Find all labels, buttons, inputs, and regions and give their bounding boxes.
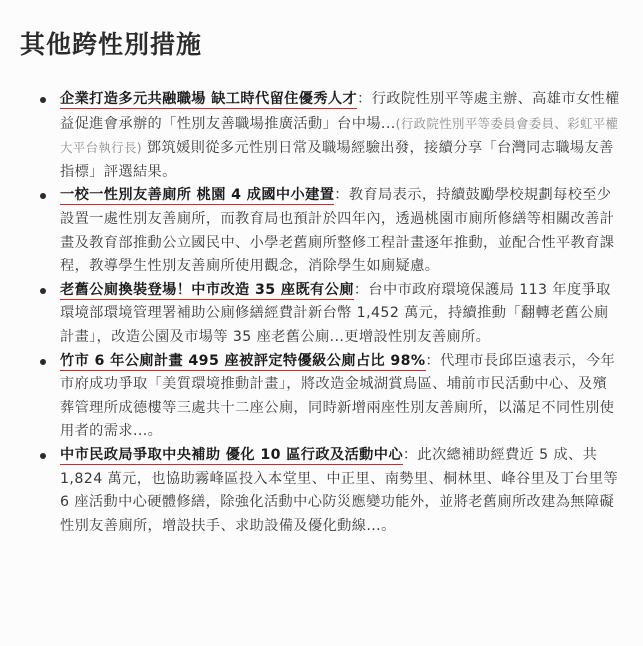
news-summary: 台中市政府環境保護局 113 年度爭取環境部環境管理署補助公廁修繕經費計新台幣 1,452 萬元，持續推動「翻轉老舊公廁計畫」，改造公園及市場等 35 座老舊公廁...更增設性別友善廁所。 [60,281,611,345]
news-headline-link[interactable]: 企業打造多元共融職場 缺工時代留住優秀人才 [60,91,358,107]
separator: ： [334,187,349,204]
list-item [60,350,621,444]
page-title: 其他跨性別措施 [20,30,203,59]
news-headline-link[interactable]: 竹市 6 年公廁計畫 495 座被評定特優級公廁占比 98% [60,352,426,369]
separator: ： [353,281,369,298]
news-summary: 此次總補助經費近 5 成、共 1,824 萬元，也協助霧峰區投入本堂里、中正里、南勢里、桐林里、峰谷里及丁台里等 6 座活動中心硬體修繕，除強化活動中心防災應變功能外，並將老舊廁所改建為無障礙性別友善廁所，增設扶手、求助設備及優化動線...。 [60,446,619,534]
list-item [60,444,621,538]
news-list [20,88,621,538]
news-headline-link[interactable]: 老舊公廁換裝登場！中市改造 35 座既有公廁 [60,281,354,298]
news-headline-link[interactable]: 一校一性別友善廁所 桃園 4 成國中小建置 [60,187,335,204]
separator: ： [357,91,372,107]
list-item [60,184,621,278]
news-headline-link[interactable]: 中市民政局爭取中央補助 優化 10 區行政及活動中心 [60,446,403,463]
news-summary-continued: 鄧筑媛則從多元性別日常及職場經驗出發，接續分享「台灣同志職場友善指標」評選結果。 [60,140,614,180]
separator: ： [402,446,418,463]
list-item [60,88,621,184]
news-summary: 代理市長邱臣遠表示，今年市府成功爭取「美質環境推動計畫」，將改造金城湖賞鳥區、埔前市民活動中心、及殯葬管理所成德樓等三處共十二座公廁，同時新增兩座性別友善廁所，以滿足不同性別使用者的需求...。 [60,352,616,440]
news-aside: (行政院性別平等委員會委員、彩虹平權大平台執行長) [60,115,619,156]
separator: ： [425,352,441,369]
list-item [60,279,621,350]
news-summary: 行政院性別平等處主辦、高雄市女性權益促進會承辦的「性別友善職場推廣活動」台中場... [60,91,620,132]
news-summary: 教育局表示，持續鼓勵學校規劃每校至少設置一處性別友善廁所，而教育局也預計於四年內，透過桃園市廁所修繕等相關改善計畫及教育部推動公立國民中、小學老舊廁所整修工程計畫逐年推動，並配合性平教育課程，教導學生性別友善廁所使用觀念，消除學生如廁疑慮。 [60,187,615,275]
